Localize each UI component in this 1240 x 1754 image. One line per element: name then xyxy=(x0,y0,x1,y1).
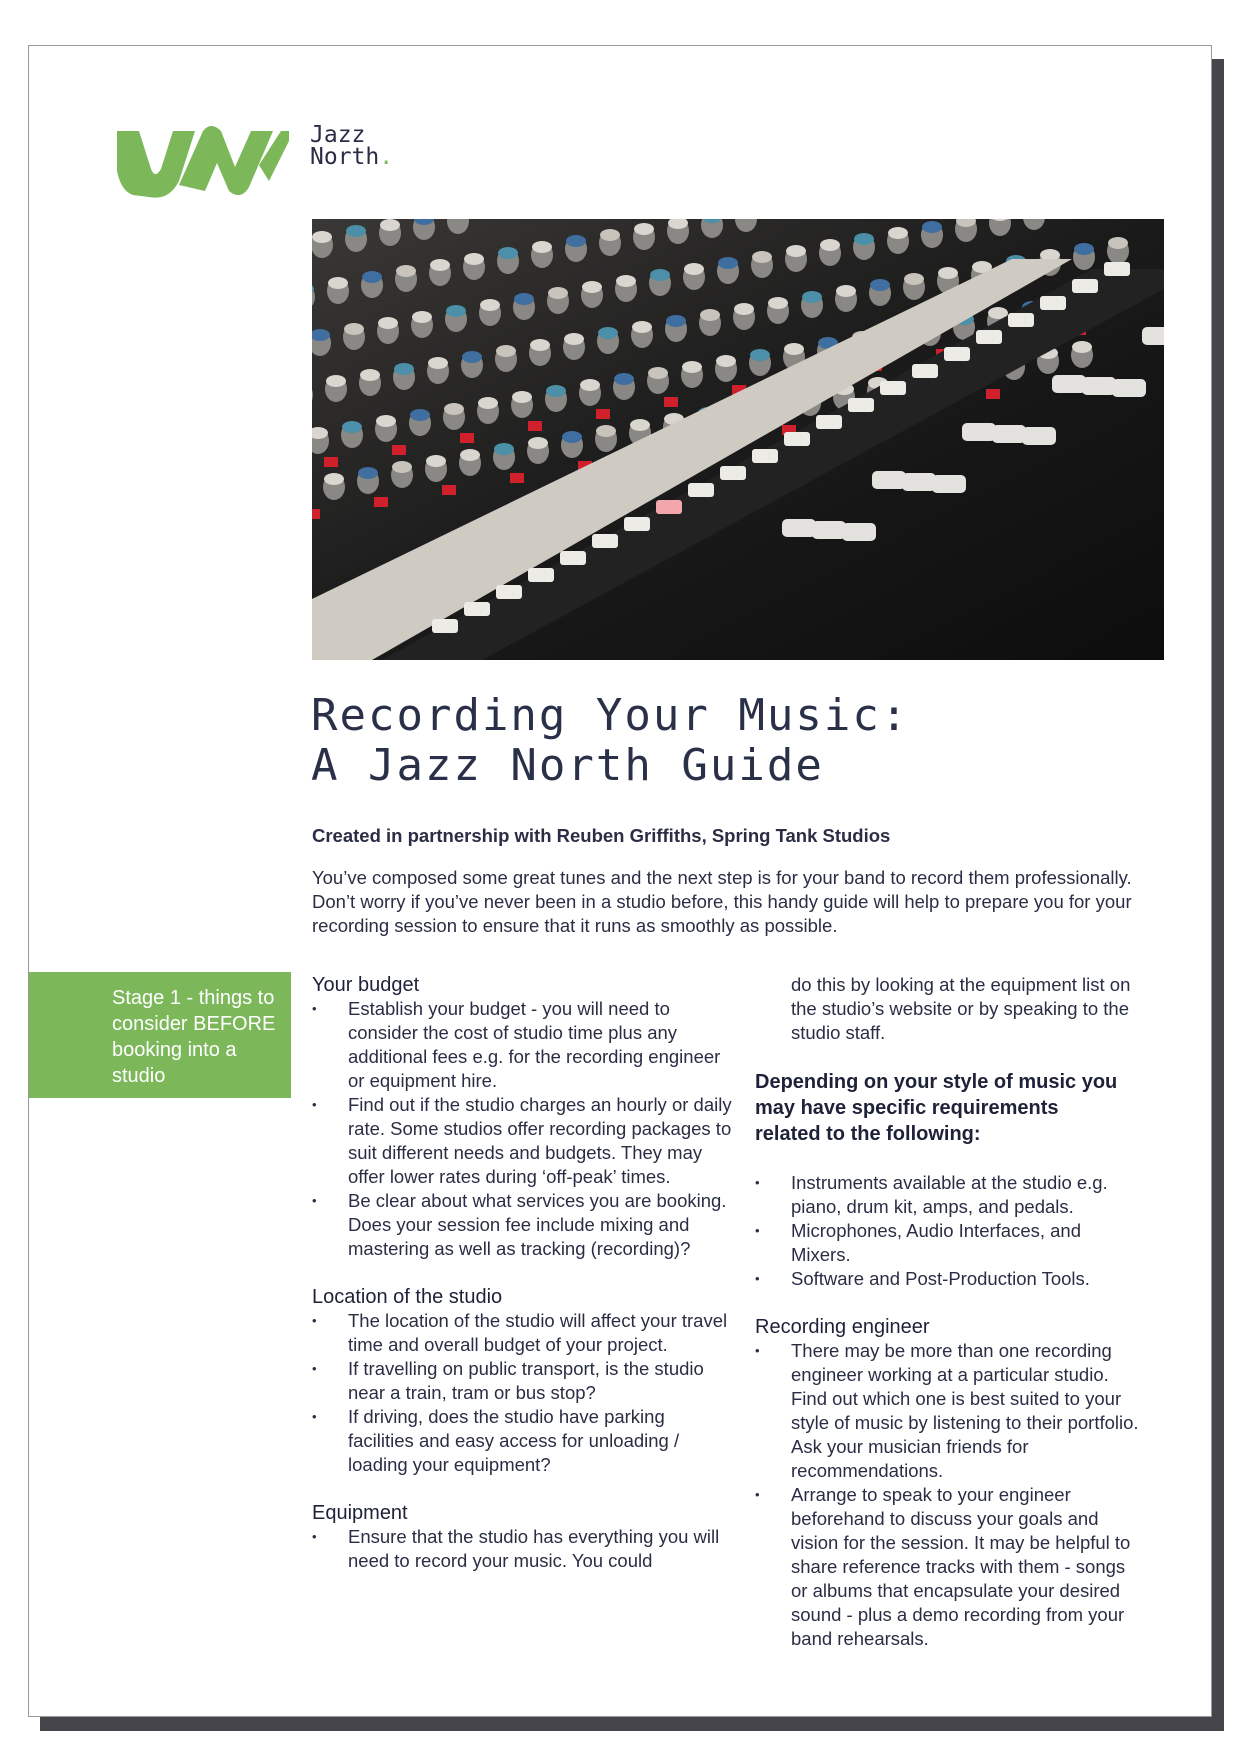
requirements-list xyxy=(755,1171,1145,1291)
list-item: • Arrange to speak to your engineer beforehand to discuss your goals and vision for the session. It may be helpful to share reference tracks with them - songs or albums that encapsulate your desired sound - plus a demo recording from your band rehearsals. xyxy=(755,1483,1145,1651)
mixing-desk-photo xyxy=(312,219,1164,660)
list-item: • Be clear about what services you are booking. Does your session fee include mixing and mastering as well as tracking (recording)? xyxy=(312,1189,734,1261)
equipment-continued: do this by looking at the equipment list on the studio’s website or by speaking to the studio staff. xyxy=(791,974,1131,1043)
list-item: • Microphones, Audio Interfaces, and Mixers. xyxy=(755,1219,1145,1267)
list-item: • Ensure that the studio has everything you will need to record your music. You could xyxy=(312,1525,734,1573)
document-page xyxy=(28,45,1212,1717)
list-item: • Instruments available at the studio e.g. piano, drum kit, amps, and pedals. xyxy=(755,1171,1145,1219)
title-line-1: Recording Your Music: xyxy=(311,690,910,741)
list-item: • If travelling on public transport, is the studio near a train, tram or bus stop? xyxy=(312,1357,734,1405)
list-item: • Find out if the studio charges an hourly or daily rate. Some studios offer recording packages to suit different needs and budgets. They may offer lower rates during ‘off-peak’ times. xyxy=(312,1093,734,1189)
requirements-heading: Depending on your style of music you may have specific requirements related to the following: xyxy=(755,1071,1118,1145)
left-column xyxy=(312,973,734,1573)
jazz-north-logo-icon xyxy=(109,121,289,203)
page-title xyxy=(311,691,909,791)
engineer-list xyxy=(755,1339,1145,1651)
logo-line-2: North xyxy=(310,144,380,170)
title-line-2: A Jazz North Guide xyxy=(311,740,824,791)
engineer-heading: Recording engineer xyxy=(755,1316,930,1338)
location-list xyxy=(312,1309,734,1477)
budget-heading: Your budget xyxy=(312,974,420,996)
logo-line-1: Jazz xyxy=(310,122,366,148)
stage-label: Stage 1 - things to consider BEFORE booking into a studio xyxy=(112,987,276,1087)
list-item: • Software and Post-Production Tools. xyxy=(755,1267,1145,1291)
list-item: • There may be more than one recording engineer working at a particular studio. Find out which one is best suited to your style of music by listening to their portfolio. Ask your musician friends for recommendations. xyxy=(755,1339,1145,1483)
equipment-heading: Equipment xyxy=(312,1502,408,1524)
list-item: • Establish your budget - you will need to consider the cost of studio time plus any additional fees e.g. for the recording engineer or equipment hire. xyxy=(312,997,734,1093)
partnership-credit: Created in partnership with Reuben Griffiths, Spring Tank Studios xyxy=(312,825,891,846)
list-item: • If driving, does the studio have parking facilities and easy access for unloading / loading your equipment? xyxy=(312,1405,734,1477)
right-column xyxy=(755,973,1145,1651)
logo-wordmark xyxy=(310,124,393,168)
budget-list xyxy=(312,997,734,1261)
intro-paragraph: You’ve composed some great tunes and the next step is for your band to record them professionally. Don’t worry if you’ve never been in a studio before, this handy guide will help to prepare you for your recording session to ensure that it runs as smoothly as possible. xyxy=(312,867,1132,936)
location-heading: Location of the studio xyxy=(312,1286,503,1308)
stage-label-box xyxy=(29,972,291,1098)
logo-dot: . xyxy=(379,144,394,170)
equipment-list xyxy=(312,1525,734,1573)
list-item: • The location of the studio will affect your travel time and overall budget of your project. xyxy=(312,1309,734,1357)
